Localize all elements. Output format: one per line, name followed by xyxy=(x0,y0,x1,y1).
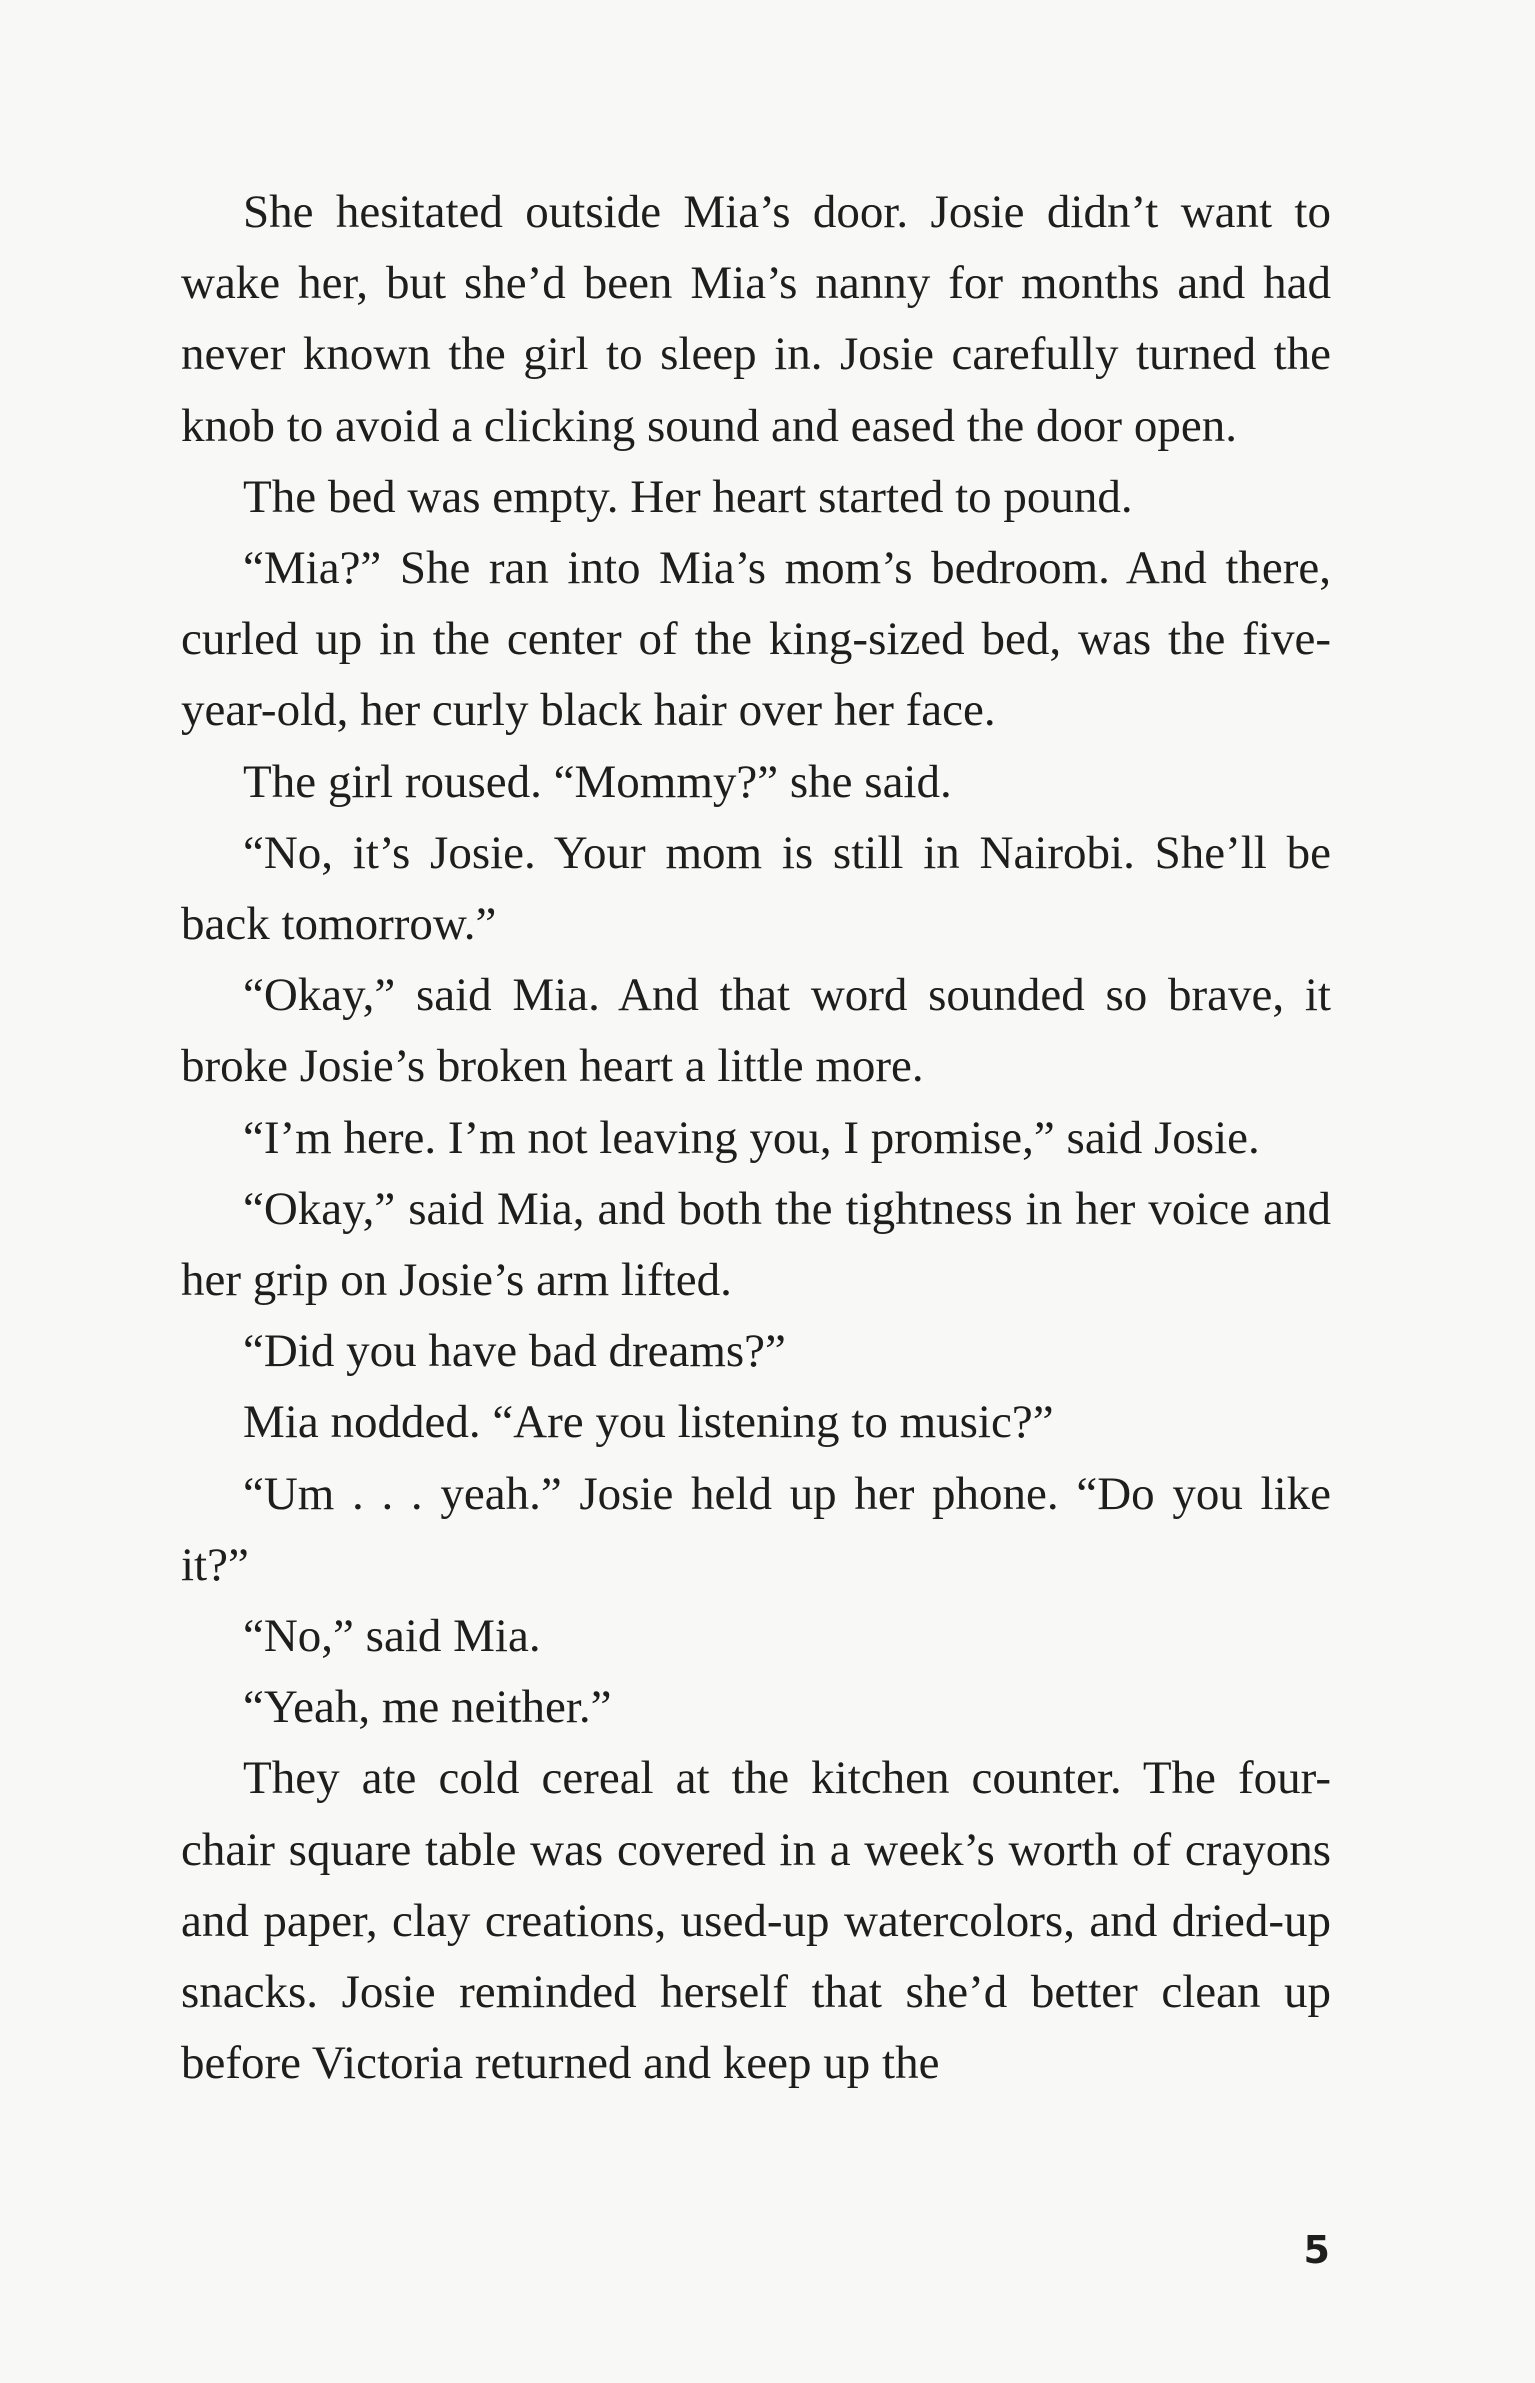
paragraph: The bed was empty. Her heart started to pound. xyxy=(243,470,1133,523)
paragraph: She hesitated outside Mia’s door. Josie didn’t want to wake her, but she’d been Mia’s nanny for months and had never known the girl to sleep in. Josie carefully turned the knob to avoid a clicking sound and eased the door open. xyxy=(181,186,1331,452)
paragraph: “Mia?” She ran into Mia’s mom’s bedroom. And there, curled up in the center of the king-sized bed, was the five-year-old, her curly black hair over her face. xyxy=(181,542,1331,737)
paragraph: They ate cold cereal at the kitchen counter. The four-chair square table was covered in a week’s worth of crayons and paper, clay creations, used-up watercolors, and dried-up snacks. Josie reminded herself that she’d better clean up before Victoria returned and keep up the xyxy=(181,1752,1331,2090)
paragraph: “No, it’s Josie. Your mom is still in Nairobi. She’ll be back tomorrow.” xyxy=(181,826,1331,951)
paragraph: Mia nodded. “Are you listening to music?” xyxy=(243,1396,1054,1449)
paragraph: “No,” said Mia. xyxy=(243,1610,541,1663)
paragraph: The girl roused. “Mommy?” she said. xyxy=(243,755,952,808)
paragraph: “Okay,” said Mia. And that word sounded so brave, it broke Josie’s broken heart a little more. xyxy=(181,969,1331,1093)
page-number: 5 xyxy=(1303,2228,1330,2272)
body-text xyxy=(181,177,1331,2099)
paragraph: “Um . . . yeah.” Josie held up her phone. “Do you like it?” xyxy=(181,1467,1331,1591)
paragraph: “I’m here. I’m not leaving you, I promise,” said Josie. xyxy=(243,1111,1260,1164)
paragraph: “Okay,” said Mia, and both the tightness in her voice and her grip on Josie’s arm lifted. xyxy=(181,1182,1331,1307)
paragraph: “Yeah, me neither.” xyxy=(243,1681,612,1734)
paragraph: “Did you have bad dreams?” xyxy=(243,1325,786,1378)
